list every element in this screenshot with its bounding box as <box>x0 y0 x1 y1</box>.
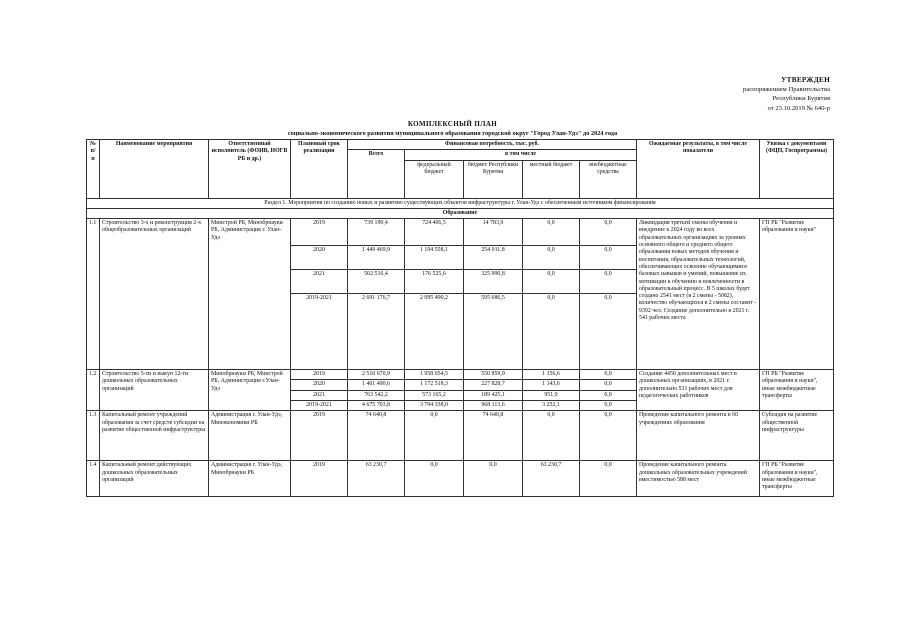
row-total: 63 230,7 <box>348 461 405 497</box>
row-local: 63 230,7 <box>523 461 580 497</box>
row-offbudget: 0,0 <box>580 390 637 400</box>
row-docs: ГП РБ "Развитие образования и науки" <box>760 219 834 370</box>
approval-line: от 23.10.2019 № 640-р <box>767 104 830 112</box>
row-result: Проведение капитального ремонта в 60 учреждениях образования <box>637 411 760 461</box>
row-republic: 189 425,1 <box>464 390 523 400</box>
row-local: 0,0 <box>523 246 580 270</box>
plan-table <box>86 139 834 497</box>
row-offbudget: 0,0 <box>580 380 637 390</box>
row-offbudget: 0,0 <box>580 270 637 294</box>
header-docs: Увязка с документами (ФЦП, Госпрограммы) <box>760 140 834 199</box>
table-row <box>87 461 834 497</box>
row-republic: 595 686,5 <box>464 294 523 370</box>
approval-line: Республики Бурятия <box>772 95 830 103</box>
row-republic: 325 990,8 <box>464 270 523 294</box>
section-title: Раздел 1. Мероприятия по созданию новых и развитию существующих объектов инфраструктуры г. Улан-Удэ с обеспеченным источником финансирования <box>87 198 834 208</box>
row-offbudget: 0,0 <box>580 461 637 497</box>
row-num: 1.4 <box>87 461 100 497</box>
header-local: местный бюджет <box>523 160 580 198</box>
row-federal: 1 172 518,3 <box>405 380 464 390</box>
header-total: Всего <box>348 150 405 198</box>
row-offbudget: 0,0 <box>580 294 637 370</box>
row-total: 502 516,4 <box>348 270 405 294</box>
header-results: Ожидаемые результаты, в том числе показатели <box>637 140 760 199</box>
row-total: 2 691 176,7 <box>348 294 405 370</box>
header-num: № п/п <box>87 140 100 199</box>
header-executor: Ответственный исполнитель (ФОИВ, ИОГВ РБ и др.) <box>209 140 291 199</box>
table-row <box>87 370 834 380</box>
row-year: 2019 <box>291 461 348 497</box>
row-local: 951,9 <box>523 390 580 400</box>
row-year: 2021 <box>291 270 348 294</box>
row-federal: 3 704 338,0 <box>405 401 464 411</box>
header-period: Плановый срок реализации <box>291 140 348 199</box>
table-row <box>87 219 834 246</box>
document-title: КОМПЛЕКСНЫЙ ПЛАН <box>407 120 498 128</box>
row-republic: 254 911,8 <box>464 246 523 270</box>
subsection-title: Образование <box>87 208 834 218</box>
row-name: Капитальный ремонт учреждений образования за счет средств субсидии на развитие общественной инфраструктуры <box>100 411 209 461</box>
row-republic: 14 783,9 <box>464 219 523 246</box>
row-year: 2019 <box>291 411 348 461</box>
row-year: 2019-2021 <box>291 294 348 370</box>
row-local: 0,0 <box>523 219 580 246</box>
row-name: Строительство 3-х и реконструкция 2-х общеобразовательных организаций <box>100 219 209 370</box>
row-offbudget: 0,0 <box>580 370 637 380</box>
row-federal: 1 194 558,1 <box>405 246 464 270</box>
row-total: 1 401 490,6 <box>348 380 405 390</box>
row-executor: Администрация г. Улан-Удэ, Минобрнауки РБ <box>209 461 291 497</box>
document-subtitle: социально-экономического развития муниципального образования городской округ "Город Улан-Удэ" до 2024 года <box>287 130 618 137</box>
row-federal: 1 958 654,5 <box>405 370 464 380</box>
row-republic: 968 113,6 <box>464 401 523 411</box>
header-offbudget: внебюджетные средства <box>580 160 637 198</box>
row-executor: Минобрнауки РБ, Минстрой РБ, Администрация г.Улан-Удэ <box>209 370 291 411</box>
row-offbudget: 0,0 <box>580 401 637 411</box>
row-year: 2021 <box>291 390 348 400</box>
row-local: 1 156,6 <box>523 370 580 380</box>
approval-line: распоряжением Правительства <box>743 86 830 94</box>
row-result: Проведение капитального ремонта дошкольных образовательных учреждений вместимостью 588 мест <box>637 461 760 497</box>
row-federal: 573 165,2 <box>405 390 464 400</box>
header-incl: в том числе <box>405 150 637 160</box>
row-offbudget: 0,0 <box>580 219 637 246</box>
row-total: 739 190,4 <box>348 219 405 246</box>
header-finance: Финансовая потребность, тыс. руб. <box>348 140 637 150</box>
row-federal: 0,0 <box>405 461 464 497</box>
row-total: 4 675 703,8 <box>348 401 405 411</box>
row-total: 1 449 469,9 <box>348 246 405 270</box>
row-docs: ГП РБ "Развитие образования и науки", иные межбюджетные трансферты <box>760 370 834 411</box>
row-republic: 550 859,9 <box>464 370 523 380</box>
row-local: 1 143,6 <box>523 380 580 390</box>
row-year: 2020 <box>291 246 348 270</box>
row-total: 763 542,2 <box>348 390 405 400</box>
row-executor: Администрация г. Улан-Удэ, Минэкономики РБ <box>209 411 291 461</box>
row-year: 2019 <box>291 370 348 380</box>
row-total: 74 640,8 <box>348 411 405 461</box>
row-year: 2019 <box>291 219 348 246</box>
row-republic: 74 640,8 <box>464 411 523 461</box>
row-docs: ГП РБ "Развитие образования и науки", иные межбюджетные трансферты <box>760 461 834 497</box>
approval-stamp <box>743 76 830 113</box>
row-name: Строительство 5-ти и выкуп 12-ти дошкольных образовательных организаций <box>100 370 209 411</box>
row-local: 0,0 <box>523 270 580 294</box>
header-republic: бюджет Республики Бурятия <box>464 160 523 198</box>
row-local: 0,0 <box>523 294 580 370</box>
row-result: Ликвидация третьей смены обучения и внедрение к 2024 году во всех образовательных организациях за уровнях основного общего и среднего общего образования новых методов обучения и воспитания, образовательных технологий, обеспечивающих освоение обучающимися базовых навыков и умений, повышение их мотивации к обучению и вовлеченности в образовательный процесс. В 5 школах будет создано 2541 мест (в 2 смены - 5082), количество обучающихся в 2 смены составит - 9392 чел. Создание дополнительно в 2021 г. 541 рабочих места <box>637 219 760 370</box>
header-federal: федеральный бюджет <box>405 160 464 198</box>
row-federal: 2 095 490,2 <box>405 294 464 370</box>
row-year: 2020 <box>291 380 348 390</box>
row-offbudget: 0,0 <box>580 246 637 270</box>
row-num: 1.3 <box>87 411 100 461</box>
row-federal: 176 525,6 <box>405 270 464 294</box>
row-num: 1.2 <box>87 370 100 411</box>
table-row <box>87 411 834 461</box>
row-executor: Минстрой РБ, Минобрнауки РБ, Администрация г. Улан-Удэ <box>209 219 291 370</box>
row-local: 0,0 <box>523 411 580 461</box>
row-republic: 0,0 <box>464 461 523 497</box>
approval-heading: УТВЕРЖДЕН <box>781 76 830 84</box>
row-year: 2019-2021 <box>291 401 348 411</box>
row-federal: 724 406,5 <box>405 219 464 246</box>
row-federal: 0,0 <box>405 411 464 461</box>
row-local: 3 252,1 <box>523 401 580 411</box>
row-name: Капитальный ремонт действующих дошкольных образовательных организаций <box>100 461 209 497</box>
header-name: Наименование мероприятия <box>100 140 209 199</box>
row-offbudget: 0,0 <box>580 411 637 461</box>
row-total: 2 510 670,9 <box>348 370 405 380</box>
row-republic: 227 828,7 <box>464 380 523 390</box>
row-result: Создание 4450 дополнительных мест в дошкольных организациях, в 2021 г. дополнительно 531 рабочих мест для педагогических работников <box>637 370 760 411</box>
row-num: 1.1 <box>87 219 100 370</box>
row-docs: Субсидия на развитие общественной инфраструктуры <box>760 411 834 461</box>
